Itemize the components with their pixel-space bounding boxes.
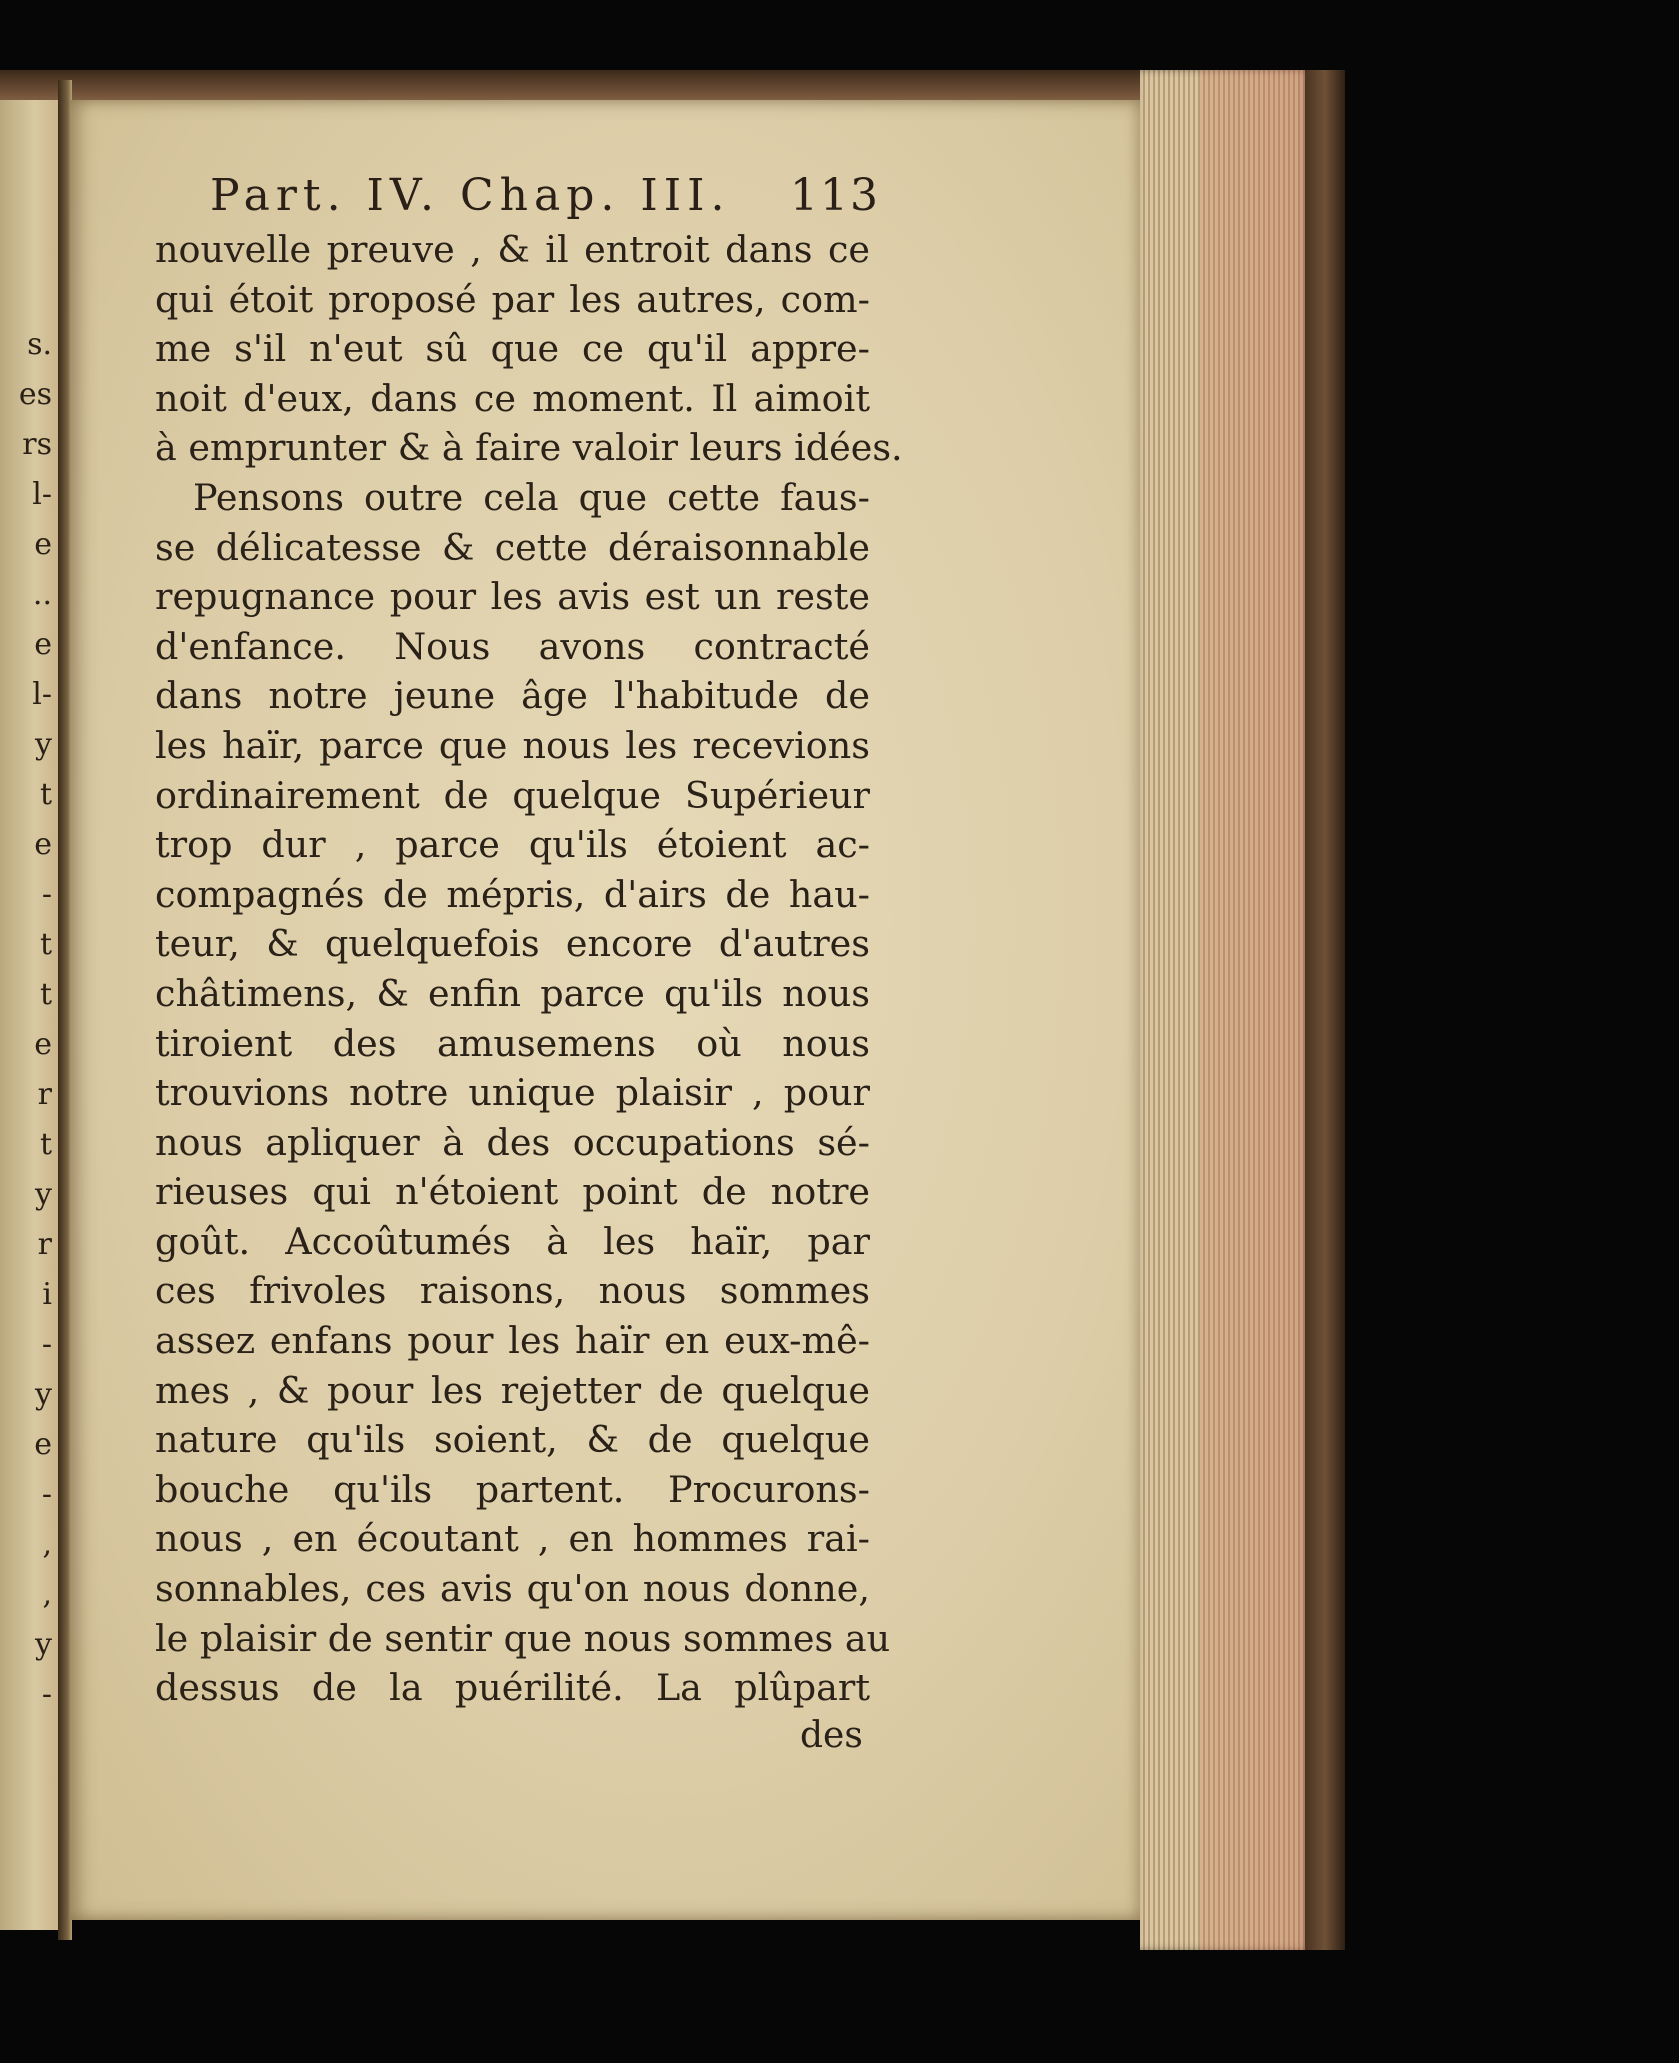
text-line: ordinairement de quelque Supérieur: [155, 773, 870, 817]
text-line: rieuses qui n'étoient point de notre: [155, 1170, 870, 1214]
cropped-letter: y: [35, 1377, 52, 1412]
cropped-letter: e: [34, 527, 52, 562]
cropped-letter: y: [35, 1627, 52, 1662]
cropped-letter: -: [41, 1677, 52, 1712]
text-line: compagnés de mépris, d'airs de hau-: [155, 872, 870, 916]
text-line: le plaisir de sentir que nous sommes au: [155, 1616, 891, 1660]
cropped-letter: -: [41, 1327, 52, 1362]
cropped-letter: r: [37, 1077, 52, 1112]
text-line: d'enfance. Nous avons contracté: [155, 624, 870, 668]
page-stack-edge: [1140, 70, 1310, 1950]
text-line: tiroient des amusemens où nous: [155, 1021, 870, 1065]
text-line: nature qu'ils soient, & de quelque: [155, 1418, 870, 1462]
text-line: assez enfans pour les haïr en eux-mê-: [155, 1319, 870, 1363]
cropped-letter: e: [34, 827, 52, 862]
cropped-letter: ,: [42, 1527, 52, 1562]
text-line: ces frivoles raisons, nous sommes: [155, 1269, 870, 1313]
text-line: les haïr, parce que nous les recevions: [155, 723, 870, 767]
cropped-letter: r: [37, 1227, 52, 1262]
cropped-letter: l-: [32, 677, 52, 712]
cropped-letter: rs: [22, 427, 52, 462]
body-text: [155, 225, 903, 1713]
text-line: mes , & pour les rejetter de quelque: [155, 1368, 870, 1412]
cropped-letter: l-: [32, 477, 52, 512]
cropped-letter: ,: [42, 1577, 52, 1612]
text-line: nouvelle preuve , & il entroit dans ce: [155, 228, 870, 271]
text-line: trouvions notre unique plaisir , pour: [155, 1071, 870, 1115]
cropped-letter: y: [35, 1177, 52, 1212]
text-line: repugnance pour les avis est un reste: [155, 575, 870, 619]
cropped-letter: es: [18, 377, 52, 412]
cropped-letter: t: [39, 977, 52, 1012]
running-head-title: Part. IV. Chap. III.: [210, 170, 731, 221]
previous-page-edge: [0, 100, 60, 1930]
cropped-letter: e: [34, 1427, 52, 1462]
cropped-letter: t: [39, 1127, 52, 1162]
cropped-letter: e: [34, 627, 52, 662]
text-line: à emprunter & à faire valoir leurs idées.: [155, 426, 903, 470]
catchword: des: [800, 1715, 863, 1756]
cropped-letter: t: [39, 927, 52, 962]
previous-page-cropped-text: [2, 320, 56, 1720]
text-line: bouche qu'ils partent. Procurons-: [155, 1467, 870, 1511]
book-cover-right-edge: [1305, 70, 1345, 1950]
cropped-letter: i: [42, 1277, 52, 1312]
page-number: 113: [790, 170, 880, 221]
text-line: sonnables, ces avis qu'on nous donne,: [155, 1567, 870, 1611]
text-line: goût. Accoûtumés à les haïr, par: [155, 1219, 870, 1263]
text-line: nous apliquer à des occupations sé-: [155, 1120, 870, 1164]
cropped-letter: e: [34, 1027, 52, 1062]
cropped-letter: -: [41, 877, 52, 912]
text-line: Pensons outre cela que cette faus-: [193, 475, 870, 519]
text-line: châtimens, & enfin parce qu'ils nous: [155, 971, 870, 1015]
text-line: dessus de la puérilité. La plûpart: [155, 1666, 870, 1710]
text-line: se délicatesse & cette déraisonnable: [155, 525, 870, 569]
text-line: trop dur , parce qu'ils étoient ac-: [155, 823, 870, 867]
text-line: teur, & quelquefois encore d'autres: [155, 922, 870, 966]
cropped-letter: t: [39, 777, 52, 812]
text-line: qui étoit proposé par les autres, com-: [155, 277, 870, 321]
text-line: noit d'eux, dans ce moment. Il aimoit: [155, 376, 870, 420]
cropped-letter: ..: [32, 577, 52, 612]
text-line: dans notre jeune âge l'habitude de: [155, 674, 870, 718]
cropped-letter: y: [35, 727, 52, 762]
text-line: me s'il n'eut sû que ce qu'il appre-: [155, 327, 870, 371]
cropped-letter: -: [41, 1477, 52, 1512]
text-line: nous , en écoutant , en hommes rai-: [155, 1517, 870, 1561]
cropped-letter: s.: [27, 327, 52, 362]
